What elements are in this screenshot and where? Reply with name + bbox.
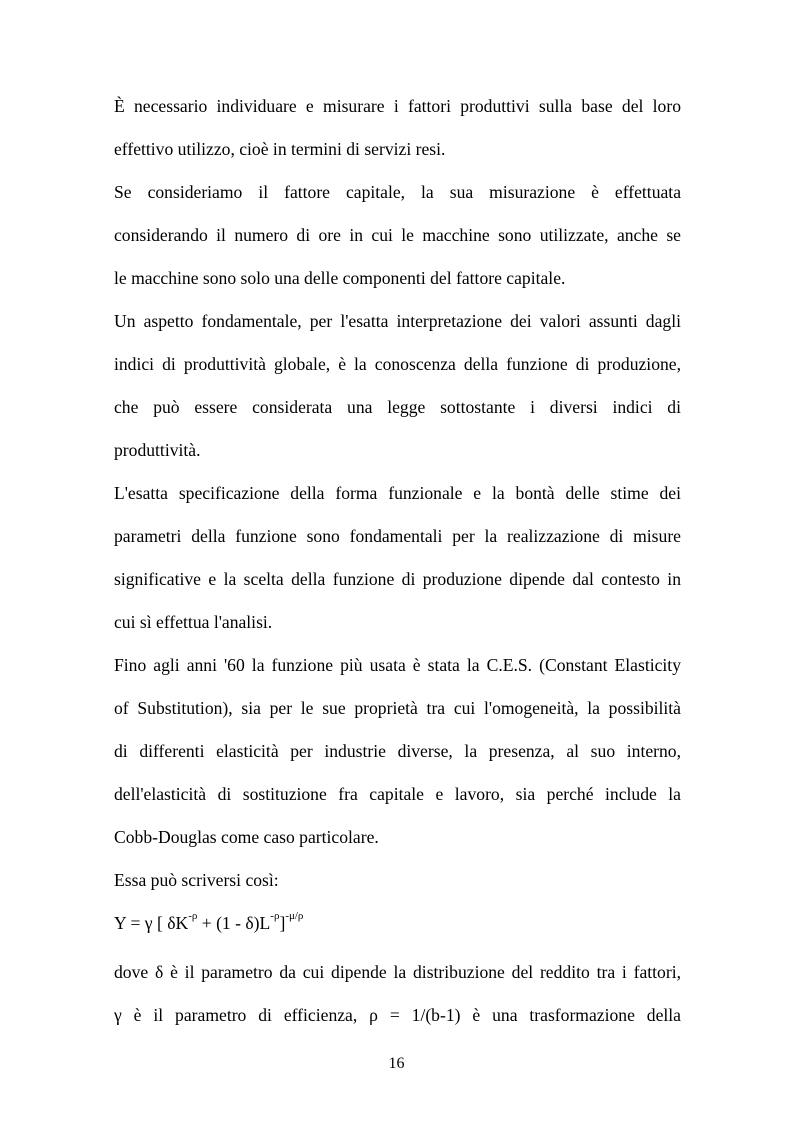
text-line: Un aspetto fondamentale, per l'esatta interpretazione dei valori assunti dagli [114,311,681,331]
text-line: cui sì effettua l'analisi. [114,612,273,632]
text-line: Cobb-Douglas come caso particolare. [114,827,379,847]
text-line: le macchine sono solo una delle componenti del fattore capitale. [114,268,566,288]
text-line: Se consideriamo il fattore capitale, la sua misurazione è effettuata [114,182,681,202]
formula-part: ] [279,913,286,933]
formula-part: + (1 - δ)L [197,913,271,933]
text-line: considerando il numero di ore in cui le macchine sono utilizzate, anche se [114,225,681,245]
text-line: γ è il parametro di efficienza, ρ = 1/(b-1) è una trasformazione della [114,1005,681,1025]
page-number: 16 [388,1055,405,1072]
text-line: indici di produttività globale, è la conoscenza della funzione di produzione, [114,354,681,374]
text-line: of Substitution), sia per le sue proprietà tra cui l'omogeneità, la possibilità [114,698,681,718]
formula-exponent: -μ/ρ [285,910,304,922]
ces-formula [114,910,681,933]
formula-exponent: -ρ [270,910,280,922]
text-line: significative e la scelta della funzione di produzione dipende dal contesto in [114,569,681,589]
text-line: produttività. [114,440,201,460]
text-line: Fino agli anni '60 la funzione più usata è stata la C.E.S. (Constant Elasticity [114,655,681,675]
formula-part: Y = γ [ δK [114,913,189,933]
text-line: dove δ è il parametro da cui dipende la distribuzione del reddito tra i fattori, [114,962,681,982]
text-line: parametri della funzione sono fondamentali per la realizzazione di misure [114,526,681,546]
formula-exponent: -ρ [188,910,198,922]
text-line: L'esatta specificazione della forma funzionale e la bontà delle stime dei [114,483,681,503]
text-line: dell'elasticità di sostituzione fra capitale e lavoro, sia perché include la [114,784,681,804]
text-line: effettivo utilizzo, cioè in termini di servizi resi. [114,139,446,159]
text-line: di differenti elasticità per industrie diverse, la presenza, al suo interno, [114,741,681,761]
text-line: che può essere considerata una legge sottostante i diversi indici di [114,397,681,417]
text-line: Essa può scriversi così: [114,870,279,890]
text-line: È necessario individuare e misurare i fattori produttivi sulla base del loro [114,96,681,116]
